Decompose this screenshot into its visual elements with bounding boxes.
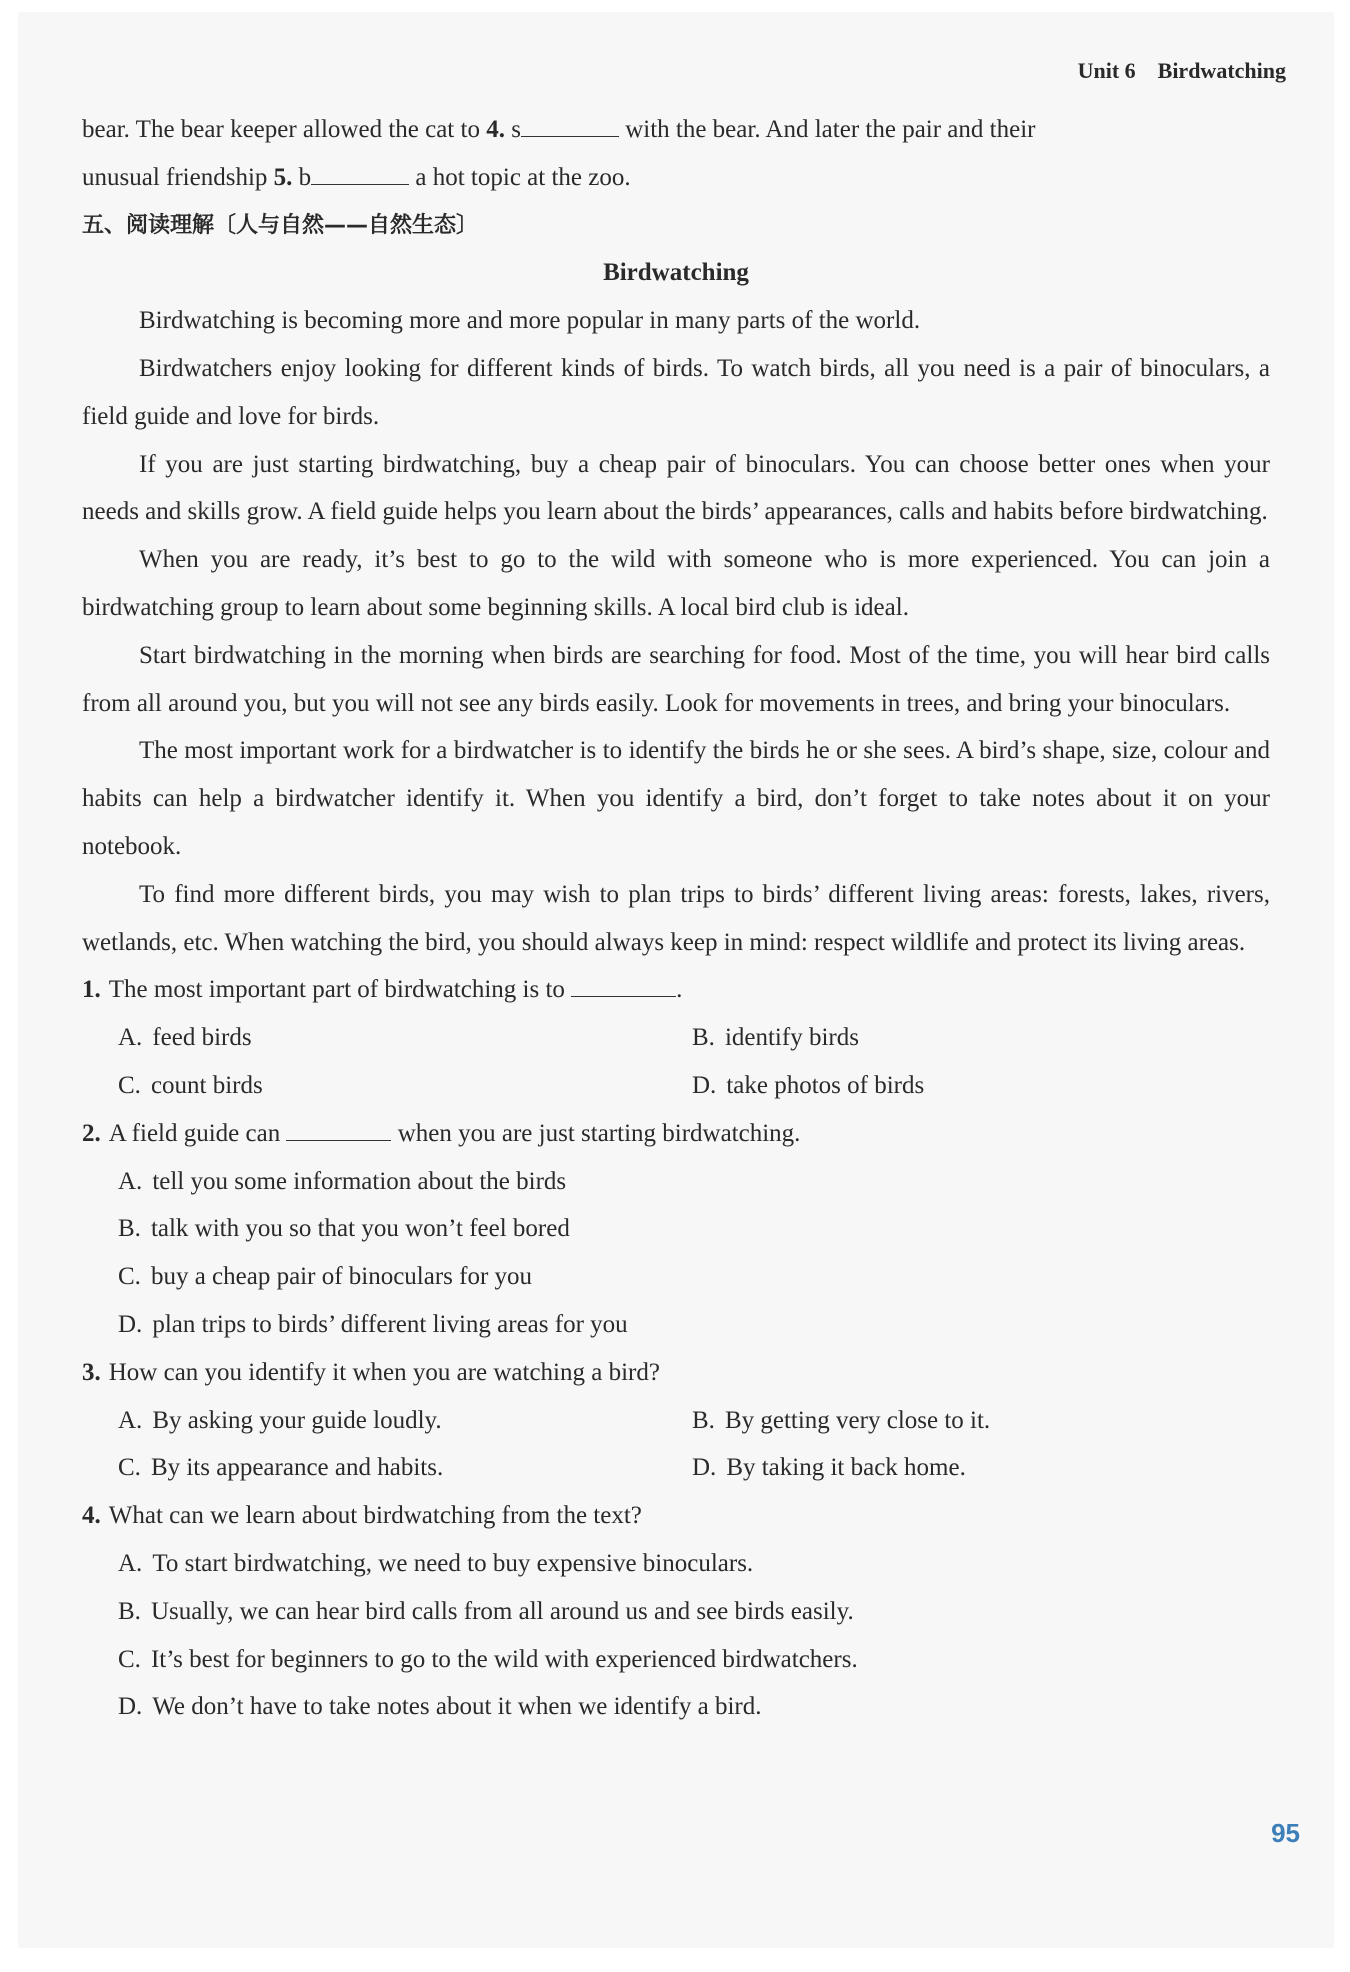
article-paragraph: The most important work for a birdwatcher is to identify the birds he or she sees. A bird’s shape, size, colour and habits can help a birdwatcher identify it. When you identify a bird, don’t forget to take notes about it on your notebook.: [82, 737, 1270, 860]
article-paragraph: Birdwatching is becoming more and more popular in many parts of the world.: [139, 307, 921, 335]
option-item[interactable]: D. We don’t have to take notes about it when we identify a bird.: [118, 1693, 762, 1721]
option-item[interactable]: B. Usually, we can hear bird calls from all around us and see birds easily.: [118, 1597, 854, 1625]
question-3-stem: 3. How can you identify it when you are watching a bird?: [82, 1358, 660, 1386]
cloze-continuation-line2: unusual friendship 5. b a hot topic at the zoo.: [82, 163, 631, 191]
answer-blank-5[interactable]: [311, 162, 409, 185]
worksheet-page: [18, 12, 1334, 1948]
question-number: 1.: [82, 976, 101, 1004]
question-1-options-row: [82, 1062, 1270, 1110]
question-3-options-row: [82, 1397, 1270, 1445]
blank-letter-4: s: [504, 116, 521, 143]
option-item[interactable]: D. By taking it back home.: [692, 1454, 966, 1482]
option-item[interactable]: C. By its appearance and habits.: [118, 1454, 444, 1482]
article-paragraph: Birdwatchers enjoy looking for different kinds of birds. To watch birds, all you need is a pair of binoculars, a field guide and love for birds.: [82, 354, 1270, 430]
page-header: [1078, 58, 1286, 84]
cloze-continuation-line1: bear. The bear keeper allowed the cat to 4. s with the bear. And later the pair and their: [82, 116, 1036, 143]
option-item[interactable]: B. identify birds: [692, 1024, 859, 1052]
article-paragraph: If you are just starting birdwatching, buy a cheap pair of binoculars. You can choose better ones when your needs and skills grow. A field guide helps you learn about the birds’ appearances, calls and habits before birdwatching.: [82, 450, 1270, 526]
article-paragraph: Start birdwatching in the morning when birds are searching for food. Most of the time, you will hear bird calls from all around you, but you will not see any birds easily. Look for movements in trees, and bring your binoculars.: [82, 641, 1270, 717]
unit-label: Unit 6: [1077, 58, 1136, 83]
option-item[interactable]: D. plan trips to birds’ different living areas for you: [118, 1310, 628, 1338]
question-2-stem: 2. A field guide can when you are just starting birdwatching.: [82, 1119, 801, 1147]
option-item[interactable]: A. By asking your guide loudly.: [118, 1406, 442, 1434]
question-4-stem: 4. What can we learn about birdwatching from the text?: [82, 1502, 642, 1530]
question-1-stem: 1. The most important part of birdwatching is to .: [82, 976, 683, 1004]
option-item[interactable]: A. feed birds: [118, 1024, 252, 1052]
section-title: 五、阅读理解〔人与自然——自然生态〕: [82, 212, 479, 238]
unit-topic: Birdwatching: [1157, 58, 1286, 83]
article-paragraph: When you are ready, it’s best to go to the wild with someone who is more experienced. You can join a birdwatching group to learn about some beginning skills. A local bird club is ideal.: [82, 546, 1270, 621]
option-item[interactable]: B. By getting very close to it.: [692, 1406, 991, 1434]
option-item[interactable]: C. It’s best for beginners to go to the wild with experienced birdwatchers.: [118, 1645, 858, 1673]
option-item[interactable]: D. take photos of birds: [692, 1071, 925, 1099]
option-item[interactable]: C. buy a cheap pair of binoculars for you: [118, 1263, 533, 1291]
blank-number-5: 5.: [273, 163, 293, 191]
blank-number-4: 4.: [486, 116, 505, 143]
option-item[interactable]: B. talk with you so that you won’t feel bored: [118, 1215, 570, 1243]
option-item[interactable]: C. count birds: [118, 1071, 263, 1099]
option-item[interactable]: A. To start birdwatching, we need to buy expensive binoculars.: [118, 1549, 754, 1577]
page-number: 95: [1271, 1818, 1300, 1848]
answer-blank-q1[interactable]: [571, 974, 676, 997]
article-title: Birdwatching: [603, 259, 749, 287]
blank-letter-5: b: [292, 163, 312, 191]
main-content: [82, 106, 1270, 1731]
question-1-options-row: [82, 1014, 1270, 1062]
question-3-options-row: [82, 1444, 1270, 1492]
article-paragraph: To find more different birds, you may wish to plan trips to birds’ different living areas: forests, lakes, rivers, wetlands, etc. When watching the bird, you should always keep in mind: respect wildlife and protect its living areas.: [82, 880, 1270, 956]
answer-blank-4[interactable]: [521, 114, 619, 137]
option-item[interactable]: A. tell you some information about the birds: [118, 1167, 567, 1195]
question-number: 4.: [82, 1502, 101, 1530]
question-number: 2.: [82, 1119, 101, 1147]
answer-blank-q2[interactable]: [286, 1118, 391, 1141]
question-number: 3.: [82, 1358, 101, 1386]
